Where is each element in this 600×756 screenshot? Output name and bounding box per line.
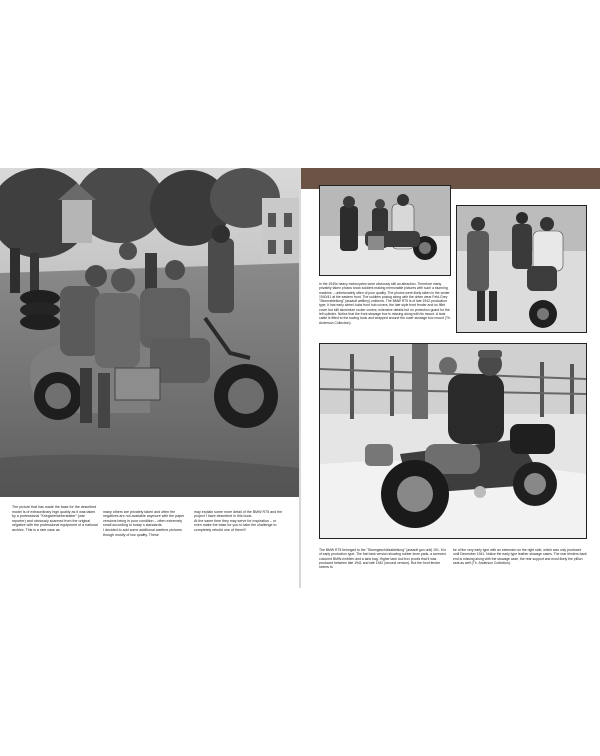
bottom-caption-column-1 <box>319 548 447 569</box>
photo-rider-snow-motorcycle <box>319 343 587 539</box>
left-caption-text-3: may explain some more detail of the BMW R75 and the project I have described in this book. At the same time they may serve for inspiration – or even make the base for you to take the challenge to completely rebuild one of them!!! <box>194 509 283 532</box>
photo-soldiers-motorcycle-snow <box>456 205 587 333</box>
photo-soldiers-winter-group <box>319 185 451 276</box>
main-photo-sidecar-motorcycle <box>0 168 299 497</box>
book-spread <box>0 168 600 588</box>
bottom-caption-column-2 <box>453 548 587 565</box>
left-caption-column-1 <box>12 505 99 533</box>
top-caption <box>319 282 453 325</box>
right-page <box>301 168 600 588</box>
left-caption-column-3 <box>194 505 284 537</box>
top-caption-text: In the 1940s heavy motorcycles were obviously still an attraction. Therefore many privately taken photos show soldiers making memorable pictures with such a stunning machine – unfortunately often of poor quality. The photos were likely taken in the winter 1940/41 at the eastern front. The soldiers posing along with the driver wear Feld-Grey "Sturmabteilung" (assault artillery) uniforms. The BMW R75 is of late 1942 production type. It has early wheel-hubs front hub covers, the late style front fender and no fillet cover but still aluminium rocker covers; extensive details but no protection guard for the left cylinder. Notice that the front stowage box is missing along with its mount. A tank cable is fitted to the towing hook and wrapped around the outer stowage box mount (Th. Anderson Collection). <box>319 282 451 325</box>
left-page <box>0 168 299 588</box>
bottom-caption-text-2: be of the very early type with an extension on the right side, which was only produced until December 1941. Notice the early type leather stowage cases. The rear fenders back end is missing along with the stowage case, the rear support and most likely the pillion seat as well (Th. Anderson Collection). <box>453 548 587 565</box>
left-caption-column-2 <box>103 505 190 542</box>
left-caption-text-1: The picture that has made the base for the described model is of extraordinary high quality as it was taken by a professional "Kriegsberichterstatter" (war reporter) and obviously scanned from the original negative with the professional equipment of a national archive. This is a rare case as <box>12 505 98 532</box>
photo-rider-snow-motorcycle-illustration <box>320 344 586 538</box>
left-caption-text-2: many others are privately taken and often the negatives are not available anymore with the paper versions being in poor condition – often extremely small according to today´s standards. I decided to add some additional wartime pictures though mostly of low quality. These <box>103 509 185 537</box>
main-photo-illustration <box>0 168 299 497</box>
bottom-caption-text-1: The BMW R75 belonged to the "Sturmgeschützabteilung" (assault gun unit) 191. It is of early production type. The fuel tank version showing rubber knee pads, a screwed coloured BMW-emblem and a tank bag. Higher tank tool box proofs that it was produced between late 1941 and late 1942 (second version). But the front fender seems to <box>319 548 446 570</box>
photo-soldiers-motorcycle-snow-illustration <box>457 206 586 332</box>
photo-soldiers-winter-group-illustration <box>320 186 450 275</box>
